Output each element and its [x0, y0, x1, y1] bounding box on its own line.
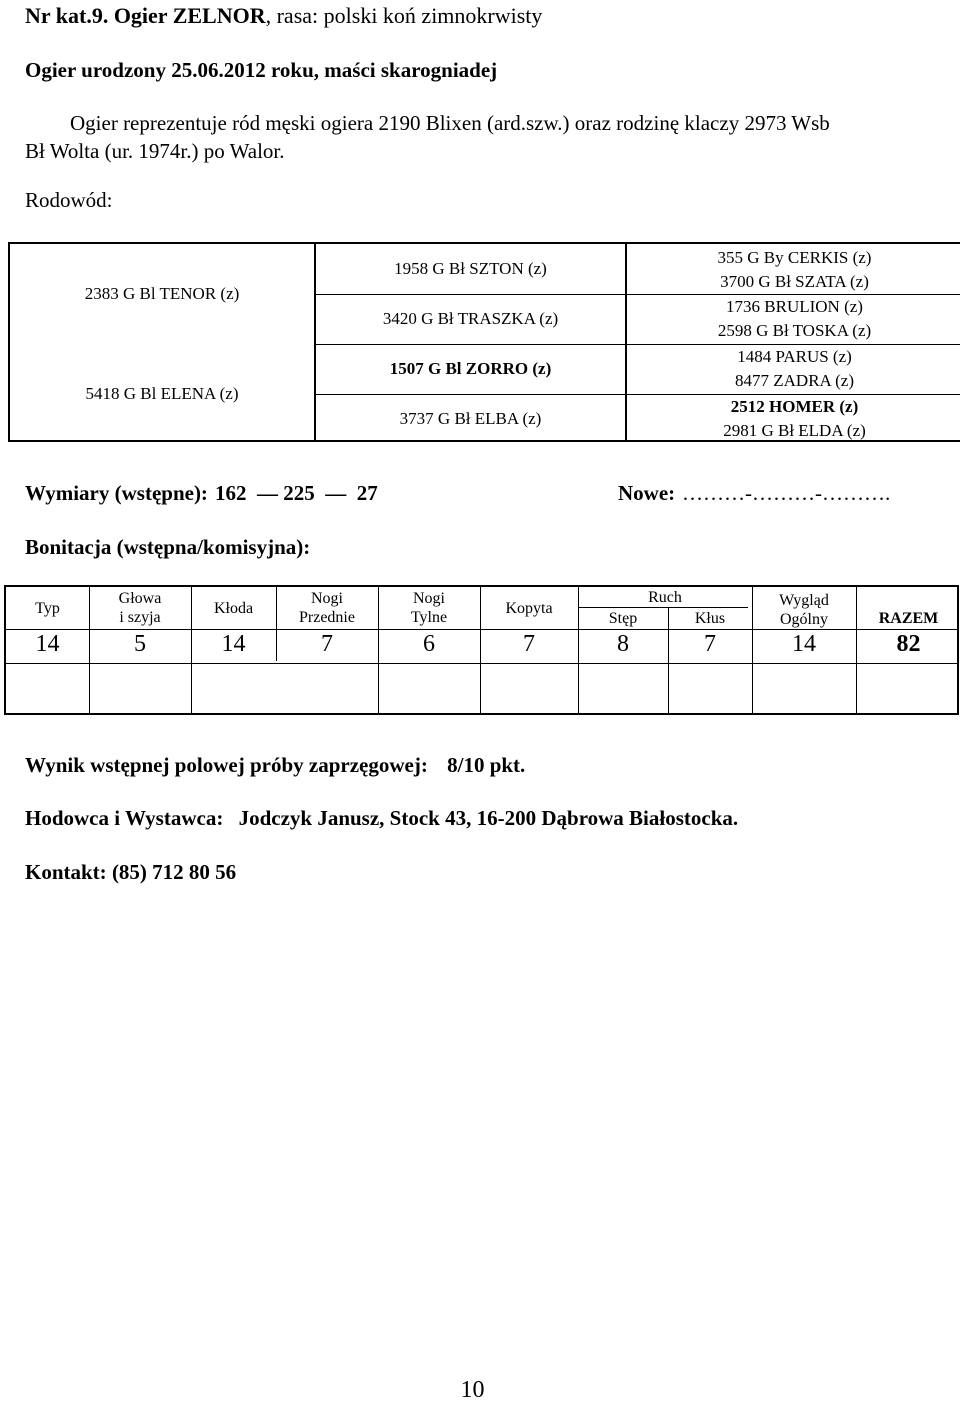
- pedigree-great-grandparent: 3700 G Bł SZATA (z): [720, 272, 869, 291]
- pedigree-grandparent: 3420 G Bł TRASZKA (z): [382, 309, 559, 328]
- pedigree-grandparent: 3737 G Bł ELBA (z): [399, 409, 542, 428]
- pedigree-sire: 2383 G Bl TENOR (z): [84, 284, 240, 303]
- header-kopyta: Kopyta: [505, 600, 553, 617]
- score-total: 82: [896, 631, 921, 657]
- header-kloda: Kłoda: [213, 600, 254, 617]
- pedigree-great-grandparent: 1736 BRULION (z): [726, 297, 863, 316]
- breeder-line: [25, 806, 738, 831]
- pedigree-grandparent: 1507 G Bl ZORRO (z): [389, 359, 552, 378]
- header-ruch: Ruch: [648, 589, 682, 606]
- header-glowa-line2: i szyja: [119, 609, 161, 626]
- contact-label: Kontakt:: [25, 860, 107, 884]
- header-glowa: [89, 589, 191, 627]
- result-value: 8/10 pkt.: [447, 753, 526, 777]
- header-nogi-przednie-line2: Przednie: [299, 609, 355, 626]
- score-glowa: 5: [134, 631, 146, 657]
- pedigree-table: [8, 242, 960, 442]
- header-klus: Kłus: [694, 610, 726, 627]
- page-number: 10: [460, 1377, 485, 1403]
- scoring-table: [4, 585, 959, 715]
- score-wyglad: 14: [792, 631, 816, 657]
- pedigree-grandparent: 1958 G Bł SZTON (z): [394, 259, 547, 278]
- header-wyglad-line2: Ogólny: [780, 611, 828, 628]
- pedigree-label: Rodowód:: [25, 188, 113, 212]
- contact-value: (85) 712 80 56: [111, 860, 237, 884]
- horse-name: ZELNOR: [172, 3, 266, 28]
- header-nogi-tylne: [378, 589, 480, 627]
- header-nogi-przednie-line1: Nogi: [311, 590, 343, 607]
- pedigree-great-grandparent: 355 G By CERKIS (z): [717, 248, 872, 267]
- pedigree-great-grandparent: 8477 ZADRA (z): [735, 371, 854, 390]
- breeder-value: Jodczyk Janusz, Stock 43, 16-200 Dąbrowa Białostocka.: [238, 806, 739, 830]
- score-klus: 7: [704, 631, 716, 657]
- pedigree-parents-column: [8, 242, 316, 442]
- measurements-values: 162 — 225 — 27: [215, 481, 378, 505]
- pedigree-great-grandparent: 2512 HOMER (z): [730, 397, 859, 416]
- lineage-line-1: Ogier reprezentuje ród męski ogiera 2190 Blixen (ard.szw.) oraz rodzinę klaczy 2973 Wsb: [70, 111, 830, 135]
- header-nogi-przednie: [276, 589, 378, 627]
- new-measurements-label: Nowe:: [618, 481, 676, 505]
- catalog-heading: [25, 3, 542, 29]
- score-nogi-tylne: 6: [423, 631, 435, 657]
- header-nogi-tylne-line2: Tylne: [410, 609, 448, 626]
- lineage-line-2: Bł Wolta (ur. 1974r.) po Walor.: [25, 139, 285, 163]
- header-razem: RAZEM: [878, 610, 939, 627]
- score-row-divider: [6, 663, 957, 664]
- catalog-prefix: Nr kat.9. Ogier: [25, 3, 173, 28]
- scoring-label: Bonitacja (wstępna/komisyjna):: [25, 535, 311, 559]
- header-step: Stęp: [608, 610, 638, 627]
- breed-text: , rasa: polski koń zimnokrwisty: [265, 3, 543, 28]
- pedigree-dam: 5418 G Bl ELENA (z): [85, 384, 239, 403]
- header-nogi-tylne-line1: Nogi: [413, 590, 445, 607]
- pedigree-great-grandparent: 2981 G Bł ELDA (z): [723, 421, 866, 440]
- score-header-divider: [6, 629, 957, 630]
- score-step: 8: [617, 631, 629, 657]
- header-glowa-line1: Głowa: [118, 590, 162, 607]
- pedigree-great-grandparent: 2598 G Bł TOSKA (z): [717, 321, 872, 340]
- score-nogi-przednie: 7: [321, 631, 333, 657]
- result-line: [25, 753, 525, 778]
- pedigree-great-grandparents-column: [625, 242, 960, 442]
- birth-line: Ogier urodzony 25.06.2012 roku, maści skarogniadej: [25, 58, 498, 82]
- score-kopyta: 7: [523, 631, 535, 657]
- score-kloda: 14: [221, 631, 246, 657]
- score-typ: 14: [35, 631, 60, 657]
- measurements-label: Wymiary (wstępne):: [25, 481, 208, 505]
- pedigree-grandparents-column: [314, 242, 627, 442]
- breeder-label: Hodowca i Wystawca:: [25, 806, 224, 830]
- pedigree-great-grandparent: 1484 PARUS (z): [737, 347, 852, 366]
- new-measurements-values: ………-………-……….: [682, 481, 891, 505]
- ruch-subheader-divider: [578, 607, 748, 608]
- header-wyglad-line1: Wygląd: [779, 592, 829, 609]
- contact-line: [25, 860, 236, 885]
- result-label: Wynik wstępnej polowej próby zaprzęgowej:: [25, 753, 428, 777]
- header-wyglad: [752, 591, 856, 629]
- header-typ: Typ: [35, 600, 60, 617]
